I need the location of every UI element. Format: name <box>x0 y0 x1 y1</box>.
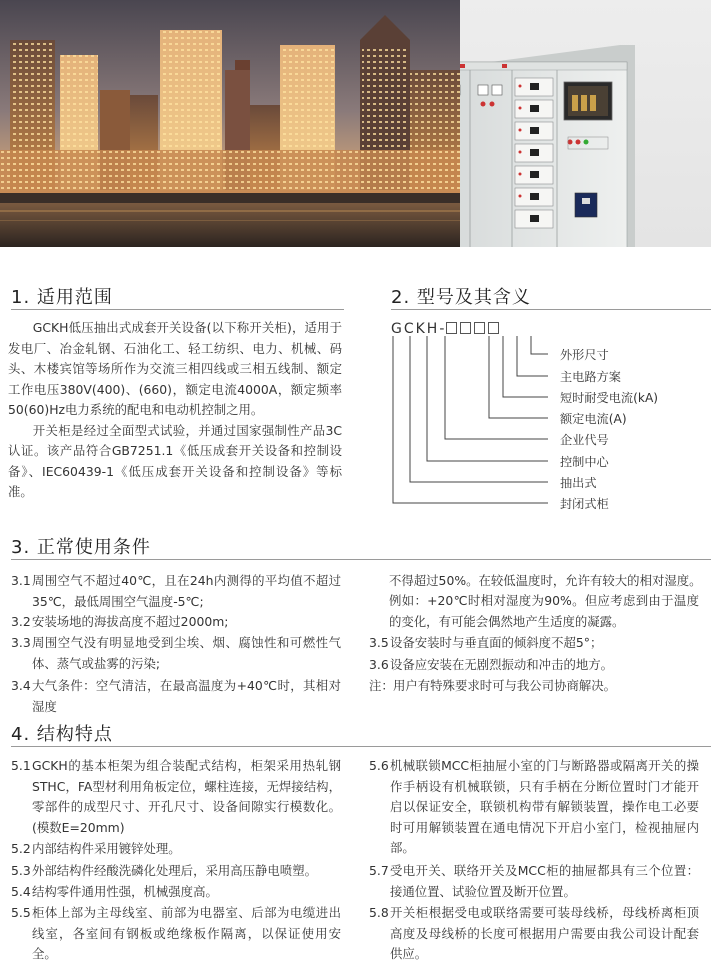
condition-3-4 <box>11 676 341 717</box>
condition-text: 周围空气不超过40℃，且在24h内测得的平均值不超过35℃，最低周围空气温度-5℃; <box>32 573 341 609</box>
section-3-rule <box>11 559 711 560</box>
condition-text: 大气条件：空气清洁，在最高温度为+40℃时，其相对湿度 <box>32 678 341 714</box>
feature-text: 柜体上部为主母线室、前部为电器室、后部为电缆进出线室，各室间有钢板或绝缘板作隔离，以保证使用安全。 <box>32 905 341 961</box>
condition-text: 设备安装时与垂直面的倾斜度不超5°； <box>390 635 603 650</box>
condition-number: 注： <box>369 678 394 693</box>
model-label-rated-current: 额定电流(A) <box>560 412 627 426</box>
feature-number: 5.3 <box>11 863 31 878</box>
condition-3-4-continued-1 <box>389 571 711 592</box>
condition-text: 设备应安装在无剧烈振动和冲击的地方。 <box>390 657 614 672</box>
condition-text: 例如：+20℃时相对湿度为90%。但应考虑到由于温度的变化，有可能会偶然地产生适度的凝露。 <box>389 593 699 629</box>
feature-number: 5.2 <box>11 841 31 856</box>
feature-5-6 <box>369 756 699 859</box>
condition-number: 3.6 <box>369 657 389 672</box>
condition-note <box>369 676 709 697</box>
condition-3-3 <box>11 633 341 674</box>
condition-number: 3.4 <box>11 678 31 693</box>
city-skyline-photo <box>0 0 460 247</box>
condition-text: 用户有特殊要求时可与我公司协商解决。 <box>393 678 617 693</box>
condition-3-6 <box>369 655 709 676</box>
condition-text: 周围空气没有明显地受到尘埃、烟、腐蚀性和可燃性气体、蒸气或盐雾的污染; <box>32 635 341 671</box>
feature-text: 内部结构件采用镀锌处理。 <box>32 841 181 856</box>
feature-5-7 <box>369 861 699 902</box>
switchgear-cabinet-photo <box>460 0 711 247</box>
feature-5-2 <box>11 839 341 860</box>
feature-number: 5.4 <box>11 884 31 899</box>
feature-5-5 <box>11 903 341 965</box>
model-code-prefix: GCKH- <box>391 321 447 337</box>
section-4-rule <box>11 746 711 747</box>
section-2-title: 2. 型号及其含义 <box>391 287 531 308</box>
section-1-rule <box>11 309 344 310</box>
model-label-control-center: 控制中心 <box>560 455 609 469</box>
model-label-enterprise-code: 企业代号 <box>560 433 609 447</box>
feature-5-1 <box>11 756 341 838</box>
section-4-title: 4. 结构特点 <box>11 724 113 745</box>
feature-text: 开关柜根据受电或联络需要可装母线桥，母线桥离柜顶高度及母线桥的长度可根据用户需要由我公司设计配套供应。 <box>390 905 699 961</box>
condition-3-2 <box>11 612 341 633</box>
feature-number: 5.6 <box>369 758 389 773</box>
condition-number: 3.1 <box>11 573 31 588</box>
feature-number: 5.8 <box>369 905 389 920</box>
feature-number: 5.7 <box>369 863 389 878</box>
section-1-paragraph-2: 开关柜是经过全面型式试验，并通过国家强制性产品3C认证。该产品符合GB7251.1《低压成套开关设备和控制设备》、IEC60439-1《低压成套开关设备和控制设备》等标准。 <box>8 422 342 499</box>
condition-text: 不得超过50%。在较低温度时，允许有较大的相对湿度。 <box>389 573 702 588</box>
condition-3-4-continued-2 <box>389 591 699 632</box>
banner <box>0 0 711 247</box>
model-label-withdrawable: 抽出式 <box>560 476 597 490</box>
condition-number: 3.2 <box>11 614 31 629</box>
condition-3-5 <box>369 633 709 654</box>
feature-5-3 <box>11 861 341 882</box>
feature-text: GCKH的基本柜架为组合装配式结构，柜架采用热轧钢STHC，FA型材利用角板定位，螺柱连接，无焊接结构，零部件的成型尺寸、开孔尺寸、设备间隙实行模数化。(模数E=20mm) <box>32 758 341 835</box>
feature-text: 外部结构件经酸洗磷化处理后，采用高压静电喷塑。 <box>32 863 317 878</box>
model-label-main-circuit: 主电路方案 <box>560 370 621 384</box>
feature-text: 受电开关、联络开关及MCC柜的抽屉都具有三个位置：接通位置、试验位置及断开位置。 <box>390 863 699 899</box>
condition-text: 安装场地的海拔高度不超过2000m; <box>32 614 229 629</box>
feature-5-4 <box>11 882 341 903</box>
section-2-rule <box>391 309 711 310</box>
model-label-enclosed: 封闭式柜 <box>560 497 609 511</box>
feature-text: 结构零件通用性强，机械强度高。 <box>32 884 218 899</box>
section-3-title: 3. 正常使用条件 <box>11 537 151 558</box>
model-code-connector-lines <box>380 330 560 515</box>
condition-3-1 <box>11 571 341 612</box>
section-1-body <box>8 318 342 503</box>
feature-text: 机械联锁MCC柜抽屉小室的门与断路器或隔离开关的操作手柄设有机械联锁，只有手柄在分断位置时门才能开启以保证安全，联锁机构带有解锁装置，操作电工必要时可用解锁装置在通电情况下开启小室门，检视抽屉内部。 <box>390 758 699 855</box>
condition-number: 3.3 <box>11 635 31 650</box>
model-label-dimensions: 外形尺寸 <box>560 348 609 362</box>
feature-number: 5.1 <box>11 758 31 773</box>
condition-number: 3.5 <box>369 635 389 650</box>
feature-number: 5.5 <box>11 905 31 920</box>
feature-5-8 <box>369 903 699 965</box>
cabinet-illustration <box>460 0 711 247</box>
section-1-title: 1. 适用范围 <box>11 287 113 308</box>
section-1-paragraph-1: GCKH低压抽出式成套开关设备(以下称开关柜)，适用于发电厂、冶金轧钢、石油化工、轻工纺织、电力、机械、码头、木楼宾馆等场所作为交流三相四线或三相五线制、额定工作电压380V(400)、(660)，额定电流4000A，额定频率50(60)Hz电力系统的配电和电动机控制之用。 <box>8 320 342 417</box>
model-label-short-time-current: 短时耐受电流(kA) <box>560 391 659 405</box>
